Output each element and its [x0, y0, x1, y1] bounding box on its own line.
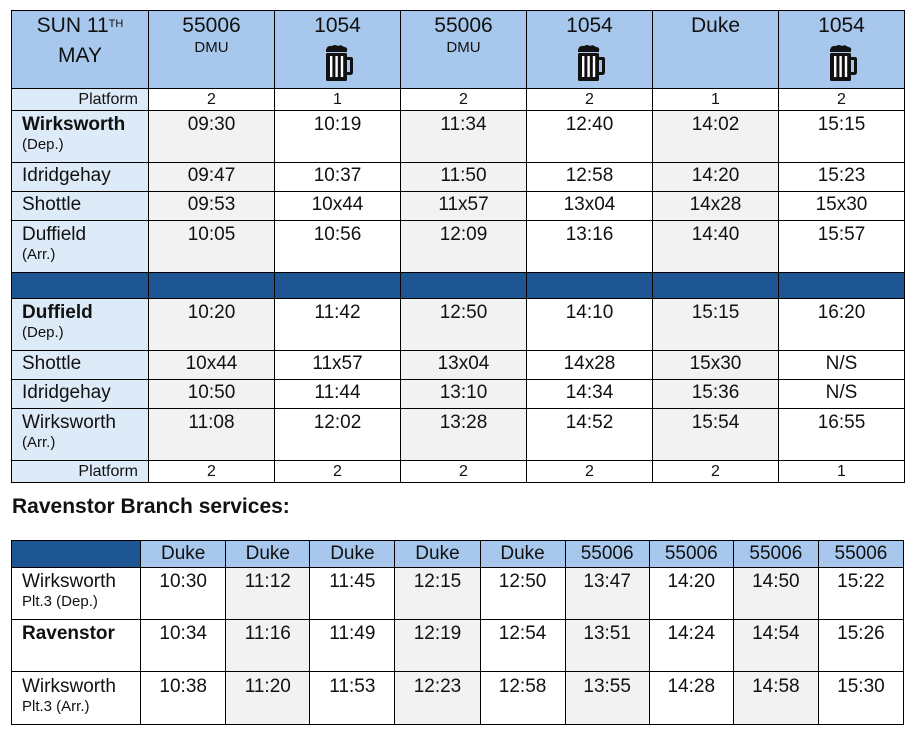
- station-row: [12, 163, 905, 192]
- time-cell: 11x57: [401, 192, 527, 221]
- station-row: [12, 192, 905, 221]
- station-label: [12, 351, 149, 380]
- time-cell: 16:55: [779, 409, 905, 461]
- time-cell: 15:15: [779, 111, 905, 163]
- time-cell: 13:47: [565, 568, 649, 620]
- time-cell: 11:42: [275, 299, 401, 351]
- station-label: [12, 111, 149, 163]
- station-name: Idridgehay: [22, 382, 111, 403]
- time-cell: 16:20: [779, 299, 905, 351]
- station-row: [12, 221, 905, 273]
- time-cell: 14:58: [733, 672, 818, 725]
- time-cell: 11:08: [149, 409, 275, 461]
- time-cell: 15:36: [653, 380, 779, 409]
- station-note: Plt.3 (Arr.): [22, 698, 90, 715]
- loco-number: 1054: [566, 14, 613, 37]
- station-label: [12, 299, 149, 351]
- station-label: [12, 568, 141, 620]
- time-cell: 09:30: [149, 111, 275, 163]
- loco-header: 55006: [733, 541, 818, 568]
- time-cell: 12:58: [480, 672, 565, 725]
- direction-separator: [12, 273, 905, 299]
- station-name: Duffield: [22, 224, 87, 245]
- time-cell: 09:47: [149, 163, 275, 192]
- time-cell: 11:16: [226, 620, 310, 672]
- time-cell: 12:58: [527, 163, 653, 192]
- time-cell: 14:40: [653, 221, 779, 273]
- platform-number: 2: [275, 461, 401, 483]
- train-column-header: [401, 11, 527, 89]
- station-label: [12, 620, 141, 672]
- time-cell: 10:05: [149, 221, 275, 273]
- time-cell: 14x28: [527, 351, 653, 380]
- time-cell: 15:54: [653, 409, 779, 461]
- header-row: [12, 11, 905, 89]
- time-cell: 10:37: [275, 163, 401, 192]
- loco-number: 1054: [314, 14, 361, 37]
- loco-header: Duke: [141, 541, 226, 568]
- station-row: [12, 299, 905, 351]
- time-cell: 11:20: [226, 672, 310, 725]
- time-cell: 14:24: [649, 620, 733, 672]
- time-cell: 11:12: [226, 568, 310, 620]
- return-platform-row: [12, 461, 905, 483]
- station-name: Shottle: [22, 194, 82, 215]
- station-note: (Dep.): [22, 324, 64, 341]
- beer-mug-icon: [779, 44, 904, 82]
- time-cell: 12:09: [401, 221, 527, 273]
- beer-mug-icon: [527, 44, 652, 82]
- loco-number: Duke: [690, 14, 741, 37]
- platform-label: Platform: [12, 461, 149, 483]
- station-name: Wirksworth: [22, 676, 116, 697]
- loco-number: 55006: [182, 14, 241, 37]
- station-name: Idridgehay: [22, 165, 111, 186]
- time-cell: 14x28: [653, 192, 779, 221]
- station-row: [12, 351, 905, 380]
- time-cell: 13:51: [565, 620, 649, 672]
- time-cell: 12:19: [395, 620, 480, 672]
- train-column-header: [779, 11, 905, 89]
- time-cell: 14:20: [653, 163, 779, 192]
- time-cell: 14:10: [527, 299, 653, 351]
- loco-header: 55006: [649, 541, 733, 568]
- time-cell: 13:28: [401, 409, 527, 461]
- platform-number: 2: [149, 461, 275, 483]
- train-column-header: [149, 11, 275, 89]
- station-row: [12, 409, 905, 461]
- platform-number: 2: [779, 89, 905, 111]
- time-cell: 11:49: [310, 620, 395, 672]
- time-cell: 13:16: [527, 221, 653, 273]
- time-cell: 12:15: [395, 568, 480, 620]
- time-cell: 10:50: [149, 380, 275, 409]
- ravenstor-row: [12, 672, 904, 725]
- station-note: Plt.3 (Dep.): [22, 593, 98, 610]
- time-cell: 11:45: [310, 568, 395, 620]
- loco-header: Duke: [226, 541, 310, 568]
- station-name: Ravenstor: [22, 623, 115, 644]
- time-cell: 12:23: [395, 672, 480, 725]
- date-cell: [12, 11, 149, 89]
- header-corner: [12, 541, 141, 568]
- time-cell: 11:44: [275, 380, 401, 409]
- station-row: [12, 380, 905, 409]
- time-cell: 15:22: [818, 568, 903, 620]
- loco-number: 55006: [434, 14, 493, 37]
- time-cell: 14:52: [527, 409, 653, 461]
- time-cell: 15:26: [818, 620, 903, 672]
- separator-cell: [149, 273, 275, 299]
- loco-header: Duke: [480, 541, 565, 568]
- time-cell: 15:15: [653, 299, 779, 351]
- train-column-header: [275, 11, 401, 89]
- station-name: Duffield: [22, 302, 93, 323]
- time-cell: 13x04: [527, 192, 653, 221]
- time-cell: 15:30: [818, 672, 903, 725]
- time-cell: 12:50: [480, 568, 565, 620]
- ravenstor-section-title: Ravenstor Branch services:: [12, 495, 290, 518]
- time-cell: 12:02: [275, 409, 401, 461]
- train-column-header: [653, 11, 779, 89]
- ravenstor-timetable: [11, 540, 904, 725]
- time-cell: 12:50: [401, 299, 527, 351]
- platform-number: 1: [653, 89, 779, 111]
- station-note: (Arr.): [22, 434, 56, 451]
- platform-label: Platform: [12, 89, 149, 111]
- time-cell: 10x44: [275, 192, 401, 221]
- station-label: [12, 221, 149, 273]
- beer-mug-icon: [275, 44, 400, 82]
- train-type: DMU: [446, 39, 481, 56]
- time-cell: 14:20: [649, 568, 733, 620]
- station-note: (Dep.): [22, 136, 64, 153]
- time-cell: 14:50: [733, 568, 818, 620]
- time-cell: 10:30: [141, 568, 226, 620]
- loco-header: 55006: [565, 541, 649, 568]
- time-cell: 14:02: [653, 111, 779, 163]
- separator-cell: [12, 273, 149, 299]
- train-column-header: [527, 11, 653, 89]
- time-cell: 15x30: [653, 351, 779, 380]
- station-name: Wirksworth: [22, 114, 126, 135]
- station-name: Shottle: [22, 353, 82, 374]
- time-cell: 15:23: [779, 163, 905, 192]
- time-cell: 13x04: [401, 351, 527, 380]
- station-label: [12, 409, 149, 461]
- loco-header: Duke: [395, 541, 480, 568]
- station-label: [12, 163, 149, 192]
- loco-number: 1054: [818, 14, 865, 37]
- platform-number: 2: [401, 89, 527, 111]
- loco-header: 55006: [818, 541, 903, 568]
- time-cell: 09:53: [149, 192, 275, 221]
- separator-cell: [401, 273, 527, 299]
- time-cell: 10x44: [149, 351, 275, 380]
- platform-number: 1: [275, 89, 401, 111]
- separator-cell: [527, 273, 653, 299]
- time-cell: 11:34: [401, 111, 527, 163]
- platform-number: 2: [653, 461, 779, 483]
- platform-number: 2: [527, 89, 653, 111]
- separator-cell: [779, 273, 905, 299]
- time-cell: 14:54: [733, 620, 818, 672]
- time-cell: 11:53: [310, 672, 395, 725]
- time-cell: 10:19: [275, 111, 401, 163]
- station-label: [12, 672, 141, 725]
- ravenstor-row: [12, 620, 904, 672]
- time-cell: 11:50: [401, 163, 527, 192]
- time-cell: 15:57: [779, 221, 905, 273]
- main-timetable: [11, 10, 905, 483]
- ravenstor-header-row: [12, 541, 904, 568]
- station-label: [12, 380, 149, 409]
- date-label: SUN 11: [36, 14, 109, 37]
- loco-header: Duke: [310, 541, 395, 568]
- time-cell: 10:20: [149, 299, 275, 351]
- station-note: (Arr.): [22, 246, 56, 263]
- time-cell: 13:55: [565, 672, 649, 725]
- platform-number: 1: [779, 461, 905, 483]
- time-cell: 12:40: [527, 111, 653, 163]
- time-cell: N/S: [779, 380, 905, 409]
- separator-cell: [275, 273, 401, 299]
- time-cell: 13:10: [401, 380, 527, 409]
- train-type: DMU: [194, 39, 229, 56]
- platform-number: 2: [401, 461, 527, 483]
- ravenstor-row: [12, 568, 904, 620]
- time-cell: 15x30: [779, 192, 905, 221]
- time-cell: 11x57: [275, 351, 401, 380]
- time-cell: 10:34: [141, 620, 226, 672]
- time-cell: 10:56: [275, 221, 401, 273]
- station-name: Wirksworth: [22, 412, 116, 433]
- date-month: MAY: [58, 44, 102, 67]
- platform-number: 2: [149, 89, 275, 111]
- time-cell: N/S: [779, 351, 905, 380]
- outbound-platform-row: [12, 89, 905, 111]
- time-cell: 10:38: [141, 672, 226, 725]
- time-cell: 14:34: [527, 380, 653, 409]
- station-label: [12, 192, 149, 221]
- time-cell: 14:28: [649, 672, 733, 725]
- time-cell: 12:54: [480, 620, 565, 672]
- platform-number: 2: [527, 461, 653, 483]
- date-suffix: TH: [108, 18, 124, 30]
- station-row: [12, 111, 905, 163]
- station-name: Wirksworth: [22, 571, 116, 592]
- separator-cell: [653, 273, 779, 299]
